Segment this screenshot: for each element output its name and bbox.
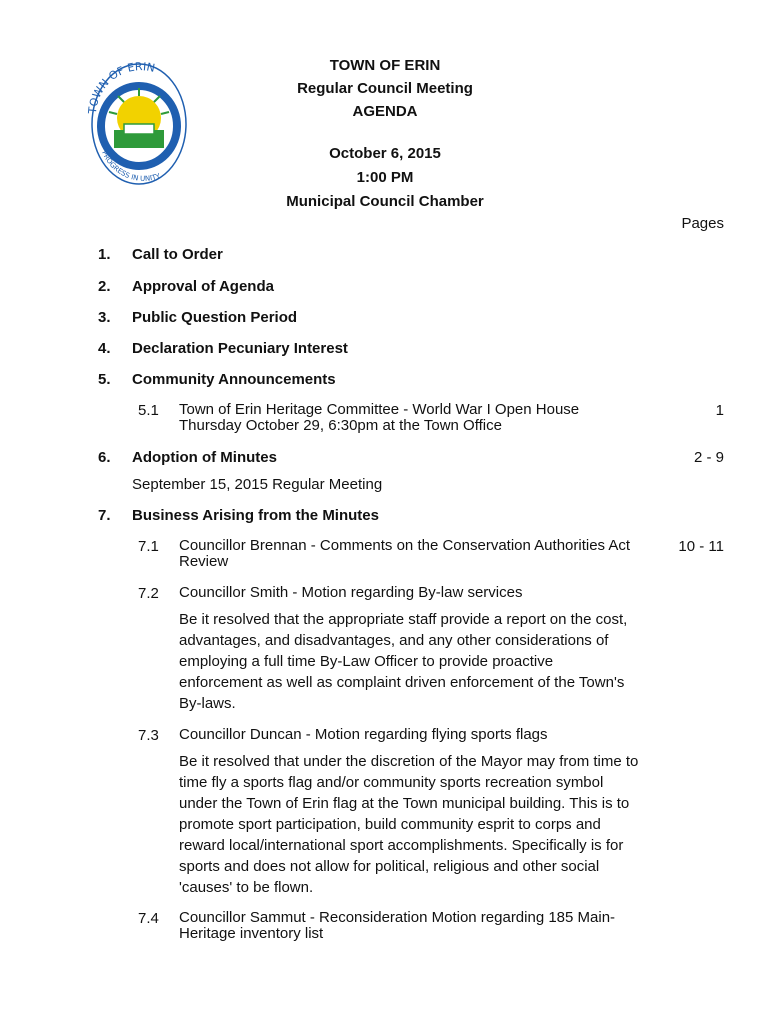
item-number: 7. [98, 507, 111, 524]
subitem-title [179, 910, 615, 942]
meeting-date: October 6, 2015 [329, 145, 441, 162]
page-reference: 1 [715, 402, 724, 419]
meeting-type: Regular Council Meeting [297, 80, 473, 97]
subitem-title: Councillor Duncan - Motion regarding flying sports flags [179, 726, 548, 743]
subitem-line: Town of Erin Heritage Committee - World War I Open House [179, 401, 580, 418]
subitem-line: Review [179, 553, 229, 570]
subitem-number: 7.1 [138, 538, 159, 555]
pages-column-label: Pages [681, 215, 724, 232]
subitem-line: Thursday October 29, 6:30pm at the Town Office [179, 417, 502, 434]
meeting-location: Municipal Council Chamber [286, 193, 484, 210]
subitem-number: 7.2 [138, 585, 159, 602]
page-reference: 2 - 9 [693, 449, 724, 466]
item-number: 5. [98, 371, 111, 388]
item-title: Business Arising from the Minutes [132, 507, 379, 524]
subitem-number: 7.4 [138, 910, 159, 927]
subitem-title [179, 402, 579, 434]
subitem-title: Councillor Smith - Motion regarding By-law services [179, 584, 523, 601]
town-name: TOWN OF ERIN [329, 57, 441, 74]
document-type: AGENDA [352, 103, 418, 120]
subitem-line: Councillor Sammut - Reconsideration Motion regarding 185 Main- [179, 909, 616, 926]
subitem-line: Heritage inventory list [179, 925, 324, 942]
item-number: 4. [98, 340, 111, 357]
motion-text: Be it resolved that under the discretion of the Mayor may from time to time fly a sports flag and/or community sports recreation symbol under the Town of Erin flag at the Town municipal building. This is to promote sport participation, build community esprit to corps and reward local/international sport accomplishments. Specifically is for sports and does not allow for political, religious and other social 'causes' to be flown. [179, 753, 639, 896]
subitem-title [179, 538, 630, 570]
motion-text: Be it resolved that the appropriate staff provide a report on the cost, advantages, and disadvantages, and any other considerations of employing a full time By-Law Officer to provide proactive enforcement as well as complaint driven enforcement of the Town's By-laws. [179, 611, 628, 712]
item-number: 3. [98, 309, 111, 326]
page-reference: 10 - 11 [678, 538, 724, 555]
item-title: Approval of Agenda [132, 278, 274, 295]
minutes-note: September 15, 2015 Regular Meeting [132, 476, 383, 493]
item-title: Call to Order [132, 246, 223, 263]
item-number: 1. [98, 246, 111, 263]
logo-bottom-text: PROGRESS IN UNITY [100, 149, 162, 183]
subitem-line: Councillor Brennan - Comments on the Conservation Authorities Act [179, 537, 631, 554]
item-number: 6. [98, 449, 111, 466]
item-title: Declaration Pecuniary Interest [132, 340, 348, 357]
subitem-number: 7.3 [138, 727, 159, 744]
item-title: Public Question Period [132, 309, 298, 326]
subitem-number: 5.1 [138, 402, 159, 419]
town-seal-graphic [84, 52, 194, 192]
town-logo [84, 52, 194, 192]
meeting-time: 1:00 PM [356, 169, 414, 186]
logo-top-text: TOWN OF ERIN [85, 60, 157, 115]
item-number: 2. [98, 278, 111, 295]
item-title: Community Announcements [132, 371, 336, 388]
item-title: Adoption of Minutes [132, 449, 277, 466]
